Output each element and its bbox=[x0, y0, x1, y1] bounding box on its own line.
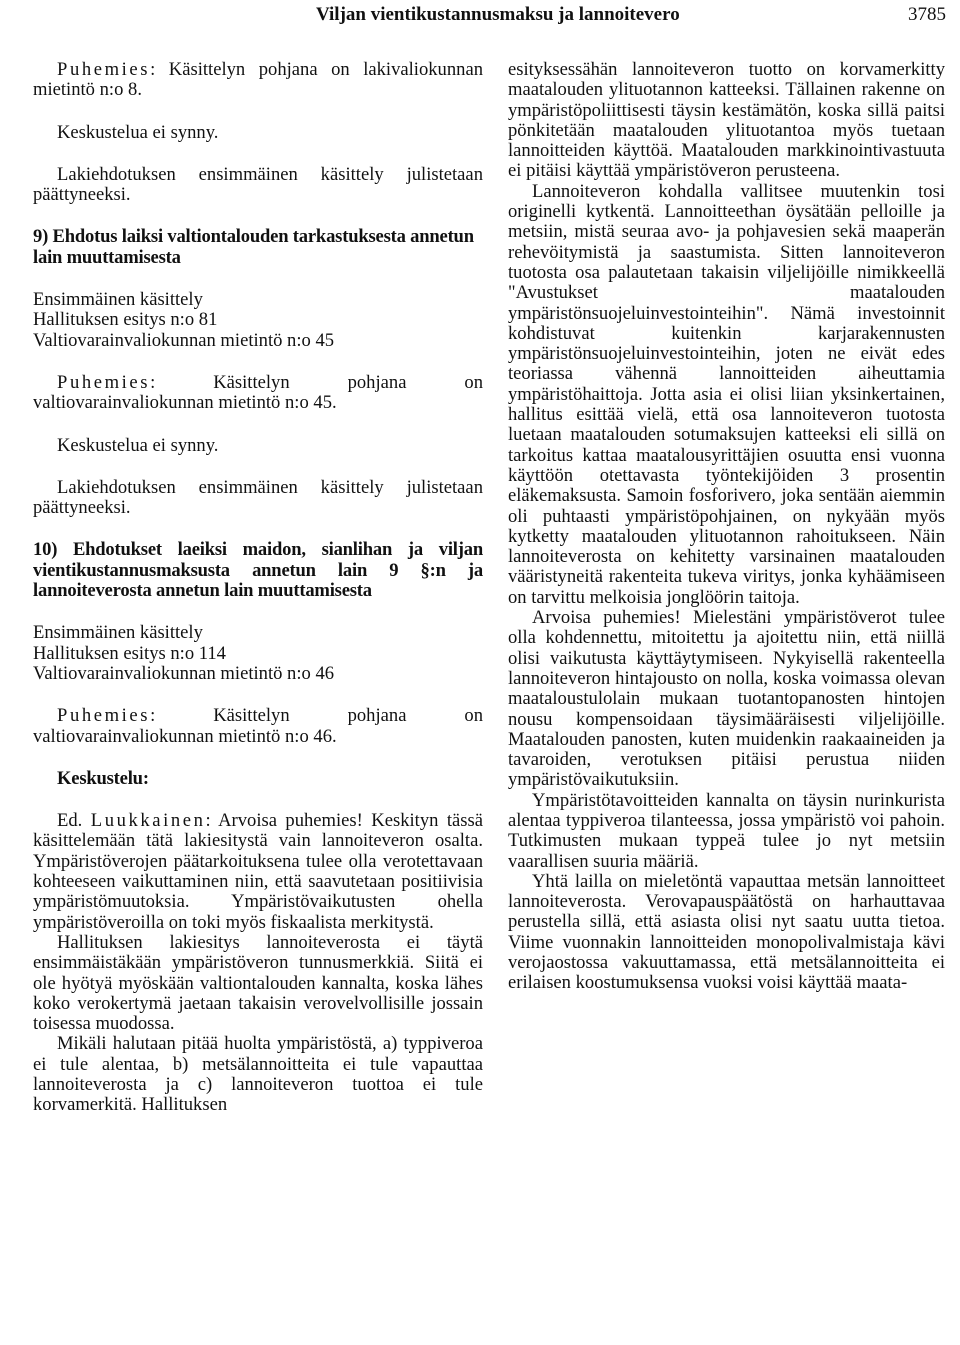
section-meta-10 bbox=[33, 623, 483, 684]
paragraph-speaker-3 bbox=[33, 706, 483, 747]
speaker-name: Puhemies bbox=[57, 705, 151, 727]
paragraph: esityksessähän lannoiteveron tuotto on korvamerkitty maatalouden ylituotannon katteeksi. Tällainen rakenne on ympäristöpoliittisesti täysin kestämätön, koska sillä paitsi pönkitetään maatalouden ylituotantoa myös tuetaan lannoitteiden käyttöä. Maatalouden markkinointivastuuta ei pitäisi käyttää ympäristöveron perusteena. bbox=[508, 59, 945, 182]
meta-line: Hallituksen esitys n:o 114 bbox=[33, 642, 226, 664]
paragraph: Yhtä lailla on mieletöntä vapauttaa metsän lannoitteet lannoiteverosta. Verovapauspäätöstä on harhauttavaa perustella sillä, että asiasta olisi nyt saatu uutta tietoa. Viime vuonnakin lannoitteiden monopolivalmistaja kävi verojaostossa vakuuttamassa, että metsälannoitteita ei erilaisen koostumuksensa vuoksi voisi käyttää maata- bbox=[508, 870, 945, 994]
section-meta-9 bbox=[33, 290, 483, 351]
speaker-prefix: Ed. bbox=[57, 810, 91, 832]
speaker-text: : Käsittelyn pohjana on valtiovarainvaliokunnan mietintö n:o 45. bbox=[33, 371, 483, 414]
meta-line: Ensimmäinen käsittely bbox=[33, 289, 203, 311]
speaker-name: Luukkainen bbox=[90, 810, 206, 832]
paragraph: Hallituksen lakiesitys lannoiteverosta ei täytä ensimmäistäkään ympäristöveron tunnusmerkkiä. Siitä ei ole hyötyä myöskään valtiontalouden kannalta, koska lähes koko verokertymä jaetaan takaisin verovelvollisille jossain toisessa muodossa. bbox=[33, 931, 483, 1035]
section-heading-9: 9) Ehdotus laiksi valtiontalouden tarkastuksesta annetun lain muuttamisesta bbox=[33, 226, 474, 268]
paragraph: Lakiehdotuksen ensimmäinen käsittely julistetaan päättyneeksi. bbox=[33, 163, 483, 206]
paragraph: Arvoisa puhemies! Mielestäni ympäristöverot tulee olla kohdennettu, mitoitettu ja ajoitettu niin, että niillä olisi vaikutusta käyttäytymiseen. Nykyisellä rakenteella lannoiteveron hintajousto on nolla, koska voimassa olevan maataloustulolain mukaan tuotantopanosten hintojen nousu kompensoidaan täysimääräisesti viljelijöille. Maatalouden panosten, kuten muidenkin raakaaineiden ja tavaroiden, verotuksen pitäisi perustua niiden ympäristövaikutuksiin. bbox=[508, 607, 945, 791]
paragraph-speaker-1 bbox=[33, 60, 483, 101]
page-header bbox=[0, 0, 960, 40]
paragraph: Mikäli halutaan pitää huolta ympäristöstä, a) typpiveroa ei tule alentaa, b) metsälannoitteita ei tule vapauttaa lannoiteverosta ja c) lannoiteveron tuottoa ei tule korvamerkitä. Hallituksen bbox=[33, 1033, 483, 1116]
paragraph: Keskustelua ei synny. bbox=[57, 434, 219, 456]
paragraph: Keskustelua ei synny. bbox=[57, 121, 219, 143]
meta-line: Valtiovarainvaliokunnan mietintö n:o 46 bbox=[33, 662, 335, 684]
paragraph: Lannoiteveron kohdalla vallitsee muutenkin tosi originelli kytkentä. Lannoitteethan öysätään pelloille ja metsiin, mistä seuraa avo- ja pohjavesien sekä maaperän rehevöitymistä ja saastumista. Sitten lannoiteveron tuotosta osa palautetaan takaisin viljelijöille nimikkeellä "Avustukset maatalouden ympäristönsuojeluinvestointeihin". Nämä investoinnit kohdistuvat kuitenkin karjarakennusten ympäristönsuojeluinvestointeihin, joten ne eivät edes teoriassa vähennä lannoitteiden aiheuttamia ympäristöhaittoja. Jotta asia ei olisi liian yksinkertainen, hallitus esittää vielä, että osa lannoiteveron tuotosta luetaan maatalouden sotumaksujen katteeksi eli sillä on tarkoitus kattaa maatalousyrittäjien osuutta ensi vuonna käyttöön otettavasta työntekijöiden 3 prosentin eläkemaksusta. Samoin fosforivero, joka sentään aiemmin oli puhtaasti ympäristöpohjainen, on nykyään myös kytketty maatalouden ylituotannon rahoitukseen. Näin lannoiteverosta on kehitetty varsinainen maatalouden vääristyneitä rakenteita tukeva viritys, jonka kyhäämiseen on tarvittu melkoisia jonglöörin taitoja. bbox=[508, 180, 945, 608]
running-title: Viljan vientikustannusmaksu ja lannoitevero bbox=[316, 4, 680, 25]
left-column bbox=[33, 60, 483, 1116]
meta-line: Ensimmäinen käsittely bbox=[33, 622, 203, 644]
speaker-name: Puhemies bbox=[57, 371, 151, 393]
speech-text: : Arvoisa puhemies! Keskityn tässä käsittelemään tätä lakiesitystä vain lannoiteveron osalta. Ympäristöverojen päätarkoituksena tulee olla verotettavaan kohteeseen vaikuttaminen niin, että saavutetaan positiivisia ympäristömuutoksia. Ympäristövaikutusten ohella ympäristöveroilla on toki myös fiskaalista merkitystä. bbox=[33, 810, 483, 933]
meta-line: Hallituksen esitys n:o 81 bbox=[33, 309, 218, 331]
paragraph: Lakiehdotuksen ensimmäinen käsittely julistetaan päättyneeksi. bbox=[33, 476, 483, 519]
right-column bbox=[508, 60, 945, 994]
paragraph: Ympäristötavoitteiden kannalta on täysin nurinkurista alentaa typpiveroa tilanteessa, jossa ympäristö voi pahoin. Tutkimusten mukaan typpeä tulee jo nyt metsiin vaarallisen suuria määriä. bbox=[508, 789, 945, 872]
page-number: 3785 bbox=[908, 4, 946, 25]
speaker-text: : Käsittelyn pohjana on lakivaliokunnan mietintö n:o 8. bbox=[33, 59, 483, 101]
section-heading-10: 10) Ehdotukset laeiksi maidon, sianlihan ja viljan vientikustannusmaksusta annetun lain 9 §:n ja lannoiteverosta annetun lain muuttamisesta bbox=[33, 539, 483, 602]
discussion-label: Keskustelu: bbox=[57, 767, 149, 789]
paragraph-speech bbox=[33, 811, 483, 933]
speaker-text: : Käsittelyn pohjana on valtiovarainvaliokunnan mietintö n:o 46. bbox=[33, 705, 483, 747]
speaker-name: Puhemies bbox=[57, 59, 151, 80]
meta-line: Valtiovarainvaliokunnan mietintö n:o 45 bbox=[33, 329, 335, 351]
paragraph-speaker-2 bbox=[33, 373, 483, 414]
